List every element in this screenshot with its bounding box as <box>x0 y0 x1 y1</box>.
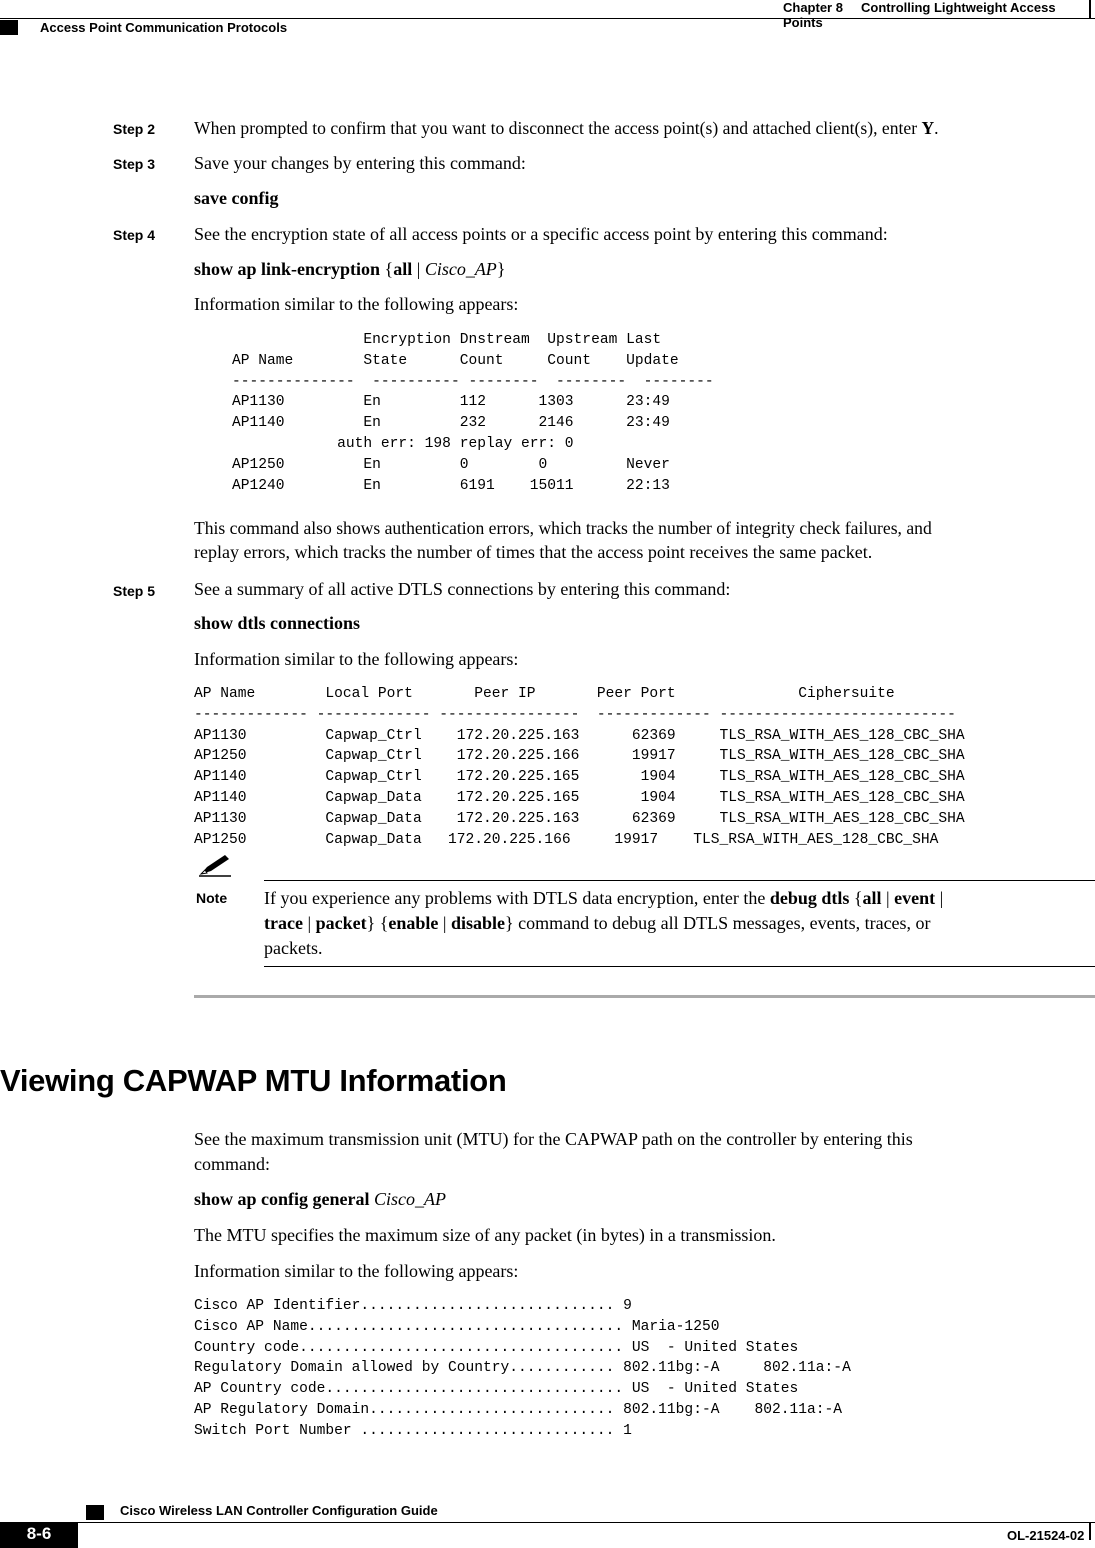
config-general-command: show ap config general Cisco_AP <box>194 1189 446 1209</box>
footer-rule <box>0 1522 1095 1523</box>
header-chapter: Chapter 8 Controlling Lightweight Access Points <box>783 0 1056 30</box>
step-4-after-line2: replay errors, which tracks the number of times that the access point receives the same packet. <box>194 542 873 562</box>
footer-guide-title: Cisco Wireless LAN Controller Configuration Guide <box>120 1503 438 1518</box>
mtu-intro-line1: See the maximum transmission unit (MTU) for the CAPWAP path on the controller by entering this <box>194 1129 913 1149</box>
step-5-info: Information similar to the following appears: <box>194 649 519 669</box>
dtls-connections-output: AP Name Local Port Peer IP Peer Port Ciphersuite ------------- ------------- ---------------- ------------- --------------------------- AP1130 Capwap_Ctrl 172.20.225.163 62369 TLS_RSA_WITH_AES_128_CBC_SHA AP1250 Capwap_Ctrl 172.20.225.166 19917 TLS_RSA_WITH_AES_128_CBC_SHA AP1140 Capwap_Ctrl 172.20.225.165 1904 TLS_RSA_WITH_AES_128_CBC_SHA AP1140 Capwap_Data 172.20.225.165 1904 TLS_RSA_WITH_AES_128_CBC_SHA AP1130 Capwap_Data 172.20.225.163 62369 TLS_RSA_WITH_AES_128_CBC_SHA AP1250 Capwap_Data 172.20.225.166 19917 TLS_RSA_WITH_AES_128_CBC_SHA <box>194 686 965 848</box>
note-text: If you experience any problems with DTLS data encryption, enter the debug dtls {all | event | trace | packet} {enable | disable} command to debug all DTLS messages, events, traces, or packets. <box>264 888 944 958</box>
footer-corner-mark <box>1089 1522 1091 1540</box>
header-chapter-title: Controlling Lightweight Access Points <box>783 0 1056 30</box>
header-black-square <box>0 20 18 35</box>
step-2-label: Step 2 <box>113 121 156 137</box>
link-encryption-command: show ap link-encryption {all | Cisco_AP} <box>194 259 506 279</box>
mtu-intro-line2: command: <box>194 1154 270 1174</box>
step-5-text: See a summary of all active DTLS connections by entering this command: <box>194 579 731 599</box>
note-bottom-rule <box>264 966 1095 967</box>
step-4-label: Step 4 <box>113 227 156 243</box>
step-2-text: When prompted to confirm that you want to disconnect the access point(s) and attached client(s), enter Y. <box>194 118 939 138</box>
save-config-command: save config <box>194 188 279 208</box>
step-4-text: See the encryption state of all access points or a specific access point by entering this command: <box>194 224 888 244</box>
footer-small-square <box>86 1505 104 1520</box>
step-5-label: Step 5 <box>113 583 156 599</box>
step-4-after-line1: This command also shows authentication errors, which tracks the number of integrity check failures, and <box>194 518 932 538</box>
section-heading: Viewing CAPWAP MTU Information <box>0 1063 507 1098</box>
note-pencil-icon <box>199 853 231 877</box>
link-encryption-output: Encryption Dnstream Upstream Last AP Name State Count Count Update -------------- ---------- -------- -------- -------- AP1130 En 112 1303 23:49 AP1140 En 232 2146 23:49 auth err: 198 replay err: 0 AP1250 En 0 0 Never AP1240 En 6191 15011 22:13 <box>232 332 714 494</box>
show-dtls-command: show dtls connections <box>194 613 361 633</box>
step-3-label: Step 3 <box>113 156 156 172</box>
header-left-rule <box>0 18 760 19</box>
note-top-rule <box>264 880 1095 881</box>
step-4-info: Information similar to the following appears: <box>194 294 519 314</box>
confirm-key: Y <box>921 118 935 138</box>
mtu-description: The MTU specifies the maximum size of any packet (in bytes) in a transmission. <box>194 1225 776 1245</box>
footer-page-number: 8-6 <box>26 1524 52 1543</box>
footer-doc-number: OL-21524-02 <box>1007 1528 1085 1543</box>
header-section: Access Point Communication Protocols <box>40 20 288 35</box>
procedure-end-rule <box>194 995 1095 998</box>
step-3-text: Save your changes by entering this command: <box>194 153 526 173</box>
note-label: Note <box>196 890 228 906</box>
config-general-output: Cisco AP Identifier............................. 9 Cisco AP Name.................................... Maria-1250 Country code..................................... US - United States Regulatory Domain allowed by Country............ 802.11bg:-A 802.11a:-A AP Country code.................................. US - United States AP Regulatory Domain............................ 802.11bg:-A 802.11a:-A Switch Port Number ............................. 1 <box>194 1298 851 1439</box>
section2-info: Information similar to the following appears: <box>194 1261 519 1281</box>
